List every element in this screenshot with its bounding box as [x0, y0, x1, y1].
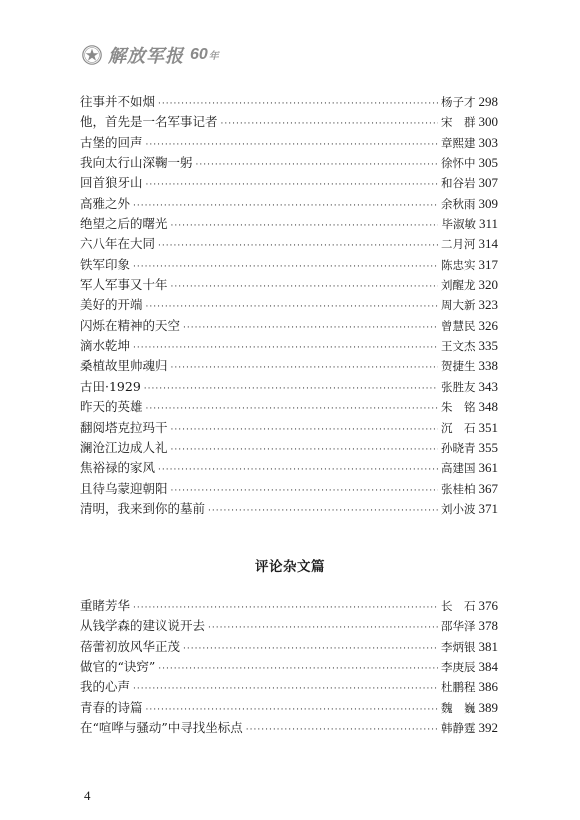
dot-leader	[133, 257, 438, 277]
dot-leader	[208, 501, 438, 521]
toc-entry	[80, 234, 498, 254]
toc-entry-page: 392	[478, 720, 498, 736]
toc-entry-page: 335	[478, 338, 498, 354]
dot-leader	[183, 639, 438, 659]
toc-entry-title: 澜沧江边成人礼	[80, 439, 168, 455]
toc-entry-author: 朱 铭	[441, 400, 476, 415]
dot-leader	[146, 135, 438, 155]
toc-entry-title: 高雅之外	[80, 195, 131, 211]
dot-leader	[171, 216, 439, 236]
toc-entry	[80, 596, 498, 616]
toc-entry-title: 铁军印象	[80, 256, 131, 272]
toc-list-part2	[80, 596, 498, 738]
dot-leader	[171, 277, 438, 297]
toc-entry	[80, 356, 498, 376]
toc-entry-page: 307	[478, 175, 498, 191]
toc-entry-author: 宋 群	[441, 115, 476, 130]
toc-entry	[80, 316, 498, 336]
toc-entry-page: 371	[478, 500, 498, 516]
toc-entry-title: 蓓蕾初放风华正茂	[80, 638, 181, 654]
toc-entry-author: 张胜友	[441, 379, 476, 394]
toc-entry-page: 348	[478, 399, 498, 415]
toc-entry	[80, 153, 498, 173]
toc-entry	[80, 112, 498, 132]
dot-leader	[146, 297, 438, 317]
dot-leader	[171, 440, 438, 460]
dot-leader	[196, 155, 438, 175]
toc-entry-title: 从钱学森的建议说开去	[80, 618, 206, 634]
toc-entry	[80, 499, 498, 519]
toc-entry-title: 往事并不如烟	[80, 94, 156, 109]
toc-entry-title: 焦裕禄的家风	[80, 460, 156, 476]
toc-entry-title: 翻阅塔克拉玛干	[80, 419, 168, 435]
dot-leader	[171, 481, 438, 501]
toc-entry	[80, 295, 498, 315]
toc-entry-title: 美好的开端	[80, 297, 143, 313]
toc-entry-author: 长 石	[441, 599, 476, 613]
dot-leader	[133, 679, 438, 699]
toc-entry	[80, 214, 498, 234]
star-emblem-icon	[82, 45, 102, 65]
toc-entry-page: 309	[478, 195, 498, 211]
toc-entry-page: 351	[478, 419, 498, 435]
toc-entry	[80, 698, 498, 718]
toc-entry-author: 徐怀中	[441, 156, 476, 171]
toc-entry	[80, 637, 498, 657]
toc-entry-title: 他，首先是一名军事记者	[80, 114, 218, 130]
toc-entry-title: 做官的“诀窍”	[80, 659, 156, 675]
toc-entry-page: 355	[478, 439, 498, 455]
toc-entry-title: 闪烁在精神的天空	[80, 317, 181, 333]
toc-entry-title: 我向太行山深鞠一躬	[80, 155, 193, 171]
toc-entry-author: 魏 巍	[441, 700, 476, 715]
dot-leader	[171, 420, 438, 440]
toc-entry	[80, 458, 498, 478]
anniversary-number	[190, 46, 219, 64]
toc-entry-page: 323	[478, 297, 498, 313]
anniversary-value: 60	[190, 46, 208, 63]
toc-entry-page: 317	[478, 256, 498, 272]
toc-entry	[80, 92, 498, 112]
toc-entry-page: 386	[478, 679, 498, 695]
dot-leader	[144, 379, 438, 399]
toc-entry	[80, 255, 498, 275]
toc-entry-author: 陈忠实	[441, 257, 476, 272]
anniversary-suffix: 年	[208, 51, 219, 62]
toc-entry-page: 300	[478, 114, 498, 130]
toc-entry	[80, 616, 498, 636]
toc-entry-author: 邵华泽	[441, 619, 476, 634]
dot-leader	[158, 94, 438, 114]
toc-entry-author: 曾慧民	[441, 318, 476, 333]
toc-entry-title: 古田·1929	[80, 378, 141, 394]
toc-entry-page: 376	[478, 598, 498, 613]
toc-entry-author: 张桂柏	[441, 481, 476, 496]
toc-entry-author: 李炳银	[441, 639, 476, 654]
toc-entry-title: 重睹芳华	[80, 598, 131, 613]
toc-entry-author: 李庚辰	[441, 660, 476, 675]
toc-entry	[80, 275, 498, 295]
toc-entry-author: 高建国	[441, 461, 476, 476]
toc-entry	[80, 438, 498, 458]
dot-leader	[133, 598, 438, 618]
toc-entry	[80, 133, 498, 153]
toc-entry	[80, 336, 498, 356]
toc-entry-author: 刘小波	[441, 501, 476, 516]
toc-entry-author: 余秋雨	[441, 196, 476, 211]
toc-entry-page: 326	[478, 317, 498, 333]
dot-leader	[246, 720, 438, 740]
toc-entry-author: 毕淑敏	[441, 217, 476, 232]
toc-entry-title: 六八年在大同	[80, 236, 156, 252]
dot-leader	[133, 196, 438, 216]
toc-entry-title: 古堡的回声	[80, 134, 143, 150]
toc-list-part1	[80, 92, 498, 519]
masthead-title: 解放军报	[108, 46, 184, 67]
dot-leader	[221, 114, 438, 134]
page-number: 4	[84, 788, 91, 803]
toc-entry-page: 381	[478, 638, 498, 654]
dot-leader	[171, 358, 438, 378]
toc-entry	[80, 397, 498, 417]
toc-entry-page: 298	[478, 94, 498, 109]
toc-entry-author: 杨子才	[441, 95, 476, 109]
toc-entry-author: 刘醒龙	[441, 278, 476, 293]
toc-entry-title: 绝望之后的曙光	[80, 216, 168, 232]
dot-leader	[133, 338, 438, 358]
toc-entry	[80, 418, 498, 438]
toc-entry-title: 滴水乾坤	[80, 338, 131, 354]
toc-entry-page: 314	[478, 236, 498, 252]
toc-entry-title: 昨天的英雄	[80, 399, 143, 415]
dot-leader	[183, 318, 438, 338]
masthead-header	[82, 42, 219, 68]
toc-entry-title: 军人军事又十年	[80, 277, 168, 293]
toc-entry-page: 361	[478, 460, 498, 476]
toc-entry-author: 章熙建	[441, 135, 476, 150]
toc-entry	[80, 173, 498, 193]
toc-entry	[80, 677, 498, 697]
toc-entry-page: 303	[478, 134, 498, 150]
dot-leader	[208, 618, 438, 638]
toc-entry-title: 清明，我来到你的墓前	[80, 500, 206, 516]
toc-entry-page: 338	[478, 358, 498, 374]
dot-leader	[146, 175, 438, 195]
toc-entry-title: 在“喧哗与骚动”中寻找坐标点	[80, 720, 243, 736]
dot-leader	[146, 700, 438, 720]
dot-leader	[158, 236, 438, 256]
toc-entry-author: 韩静霆	[441, 721, 476, 736]
toc-entry-title: 桑植故里帅魂归	[80, 358, 168, 374]
dot-leader	[146, 399, 438, 419]
toc-entry-author: 王文杰	[441, 339, 476, 354]
toc-entry-author: 周大新	[441, 298, 476, 313]
toc-entry	[80, 194, 498, 214]
toc-entry-title: 回首狼牙山	[80, 175, 143, 191]
toc-entry-author: 贺捷生	[441, 359, 476, 374]
toc-entry	[80, 479, 498, 499]
toc-entry-page: 378	[478, 618, 498, 634]
toc-entry-author: 孙晓青	[441, 440, 476, 455]
dot-leader	[158, 659, 438, 679]
toc-entry-author: 二月河	[441, 237, 476, 252]
toc-entry-page: 384	[478, 659, 498, 675]
toc-entry-author: 杜鹏程	[441, 680, 476, 695]
toc-entry-page: 343	[478, 378, 498, 394]
toc-entry-title: 且待乌蒙迎朝阳	[80, 480, 168, 496]
toc-entry-page: 320	[478, 277, 498, 293]
toc-entry-page: 389	[478, 699, 498, 715]
toc-entry-page: 305	[478, 155, 498, 171]
toc-entry-title: 我的心声	[80, 679, 131, 695]
toc-entry-page: 311	[478, 216, 498, 232]
toc-entry	[80, 377, 498, 397]
toc-entry	[80, 657, 498, 677]
toc-entry	[80, 718, 498, 738]
section-heading: 评论杂文篇	[255, 559, 325, 575]
toc-entry-page: 367	[478, 480, 498, 496]
dot-leader	[158, 460, 438, 480]
toc-entry-title: 青春的诗篇	[80, 699, 143, 715]
toc-entry-author: 和谷岩	[441, 176, 476, 191]
toc-entry-author: 沉 石	[441, 420, 476, 435]
